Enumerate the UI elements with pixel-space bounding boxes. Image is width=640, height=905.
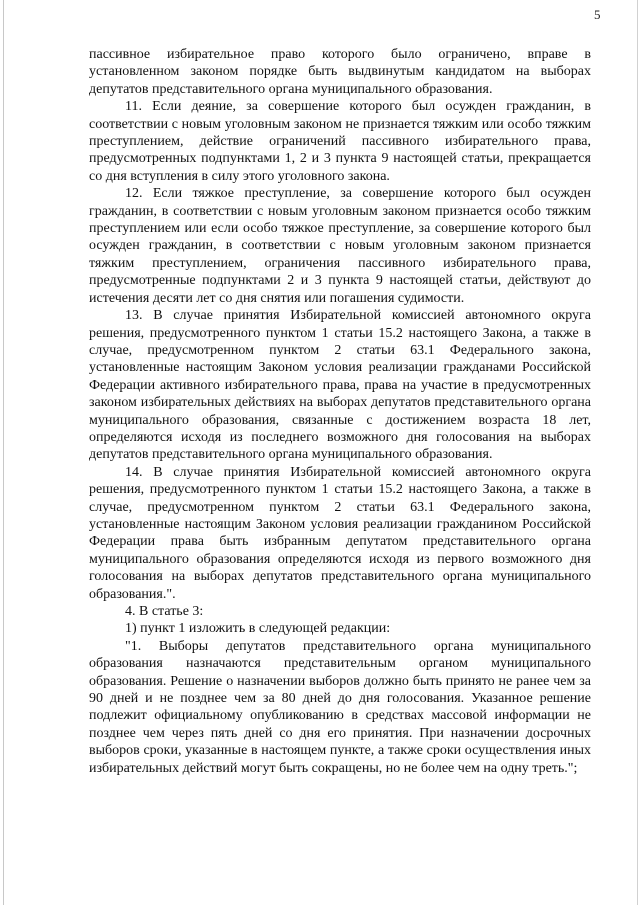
paragraph-item-12: 12. Если тяжкое преступление, за совершение которого был осужден гражданин, в соответствии с новым уголовным законом признается особо тяжким преступлением или если особо тяжкое преступление, за совершение которого был осужден гражданин, в соответствии с новым уголовным законом признается тяжким преступлением, ограничения пассивного избирательного права, предусмотренные подпунктами 2 и 3 пункта 9 настоящей статьи, действуют до истечения десяти лет со дня снятия или погашения судимости. [89,186,591,306]
paragraph-amendment-text: "1. Выборы депутатов представительного органа муниципального образования назначаются представительным органом муниципального образования. Решение о назначении выборов должно быть принято не ранее чем за 90 дней и не позднее чем за 80 дней до дня голосования. Указанное решение подлежит официальному опубликованию в средствах массовой информации не позднее чем через пять дней со дня его принятия. При назначении досрочных выборов сроки, указанные в настоящем пункте, а также сроки осуществления иных избирательных действий могут быть сокращены, но не более чем на одну треть."; [89,638,591,776]
paragraph-continuation: пассивное избирательное право которого было ограничено, вправе в установленном законом порядке быть выдвинутым кандидатом на выборах депутатов представительного органа муниципального образования. [89,47,591,97]
scan-edge-right [637,0,638,905]
paragraph-article-3-heading: 4. В статье 3: [125,604,204,619]
document-body [89,46,591,777]
paragraph-item-13: 13. В случае принятия Избирательной комиссией автономного округа решения, предусмотренного пунктом 1 статьи 15.2 настоящего Закона, а также в случае, предусмотренном пунктом 2 статьи 63.1 Федерального закона, установленные настоящим Законом условия реализации гражданами Российской Федерации активного избирательного права, права на участие в предусмотренных законом избирательных действиях на выборах депутатов представительного органа муниципального образования, связанные с достижением возраста 18 лет, определяются исходя из последнего возможного дня голосования на выборах депутатов представительного органа муниципального образования. [89,308,591,463]
scan-edge-left [3,0,4,905]
paragraph-item-14: 14. В случае принятия Избирательной комиссией автономного округа решения, предусмотренного пунктом 1 статьи 15.2 настоящего Закона, а также в случае, предусмотренном пунктом 2 статьи 63.1 Федерального закона, установленные настоящим Законом условия реализации гражданином Российской Федерации права быть избранным депутатом представительного органа муниципального образования определяются исходя из первого возможного дня голосования на выборах депутатов представительного органа муниципального образования.". [89,464,591,602]
page-number: 5 [594,7,601,22]
paragraph-item-11: 11. Если деяние, за совершение которого был осужден гражданин, в соответствии с новым уголовным законом не признается тяжким или особо тяжким преступлением, действие ограничений пассивного избирательного права, предусмотренных подпунктами 1, 2 и 3 пункта 9 настоящей статьи, прекращается со дня вступления в силу этого уголовного закона. [89,99,591,184]
paragraph-amendment-intro: 1) пункт 1 изложить в следующей редакции: [125,621,391,637]
